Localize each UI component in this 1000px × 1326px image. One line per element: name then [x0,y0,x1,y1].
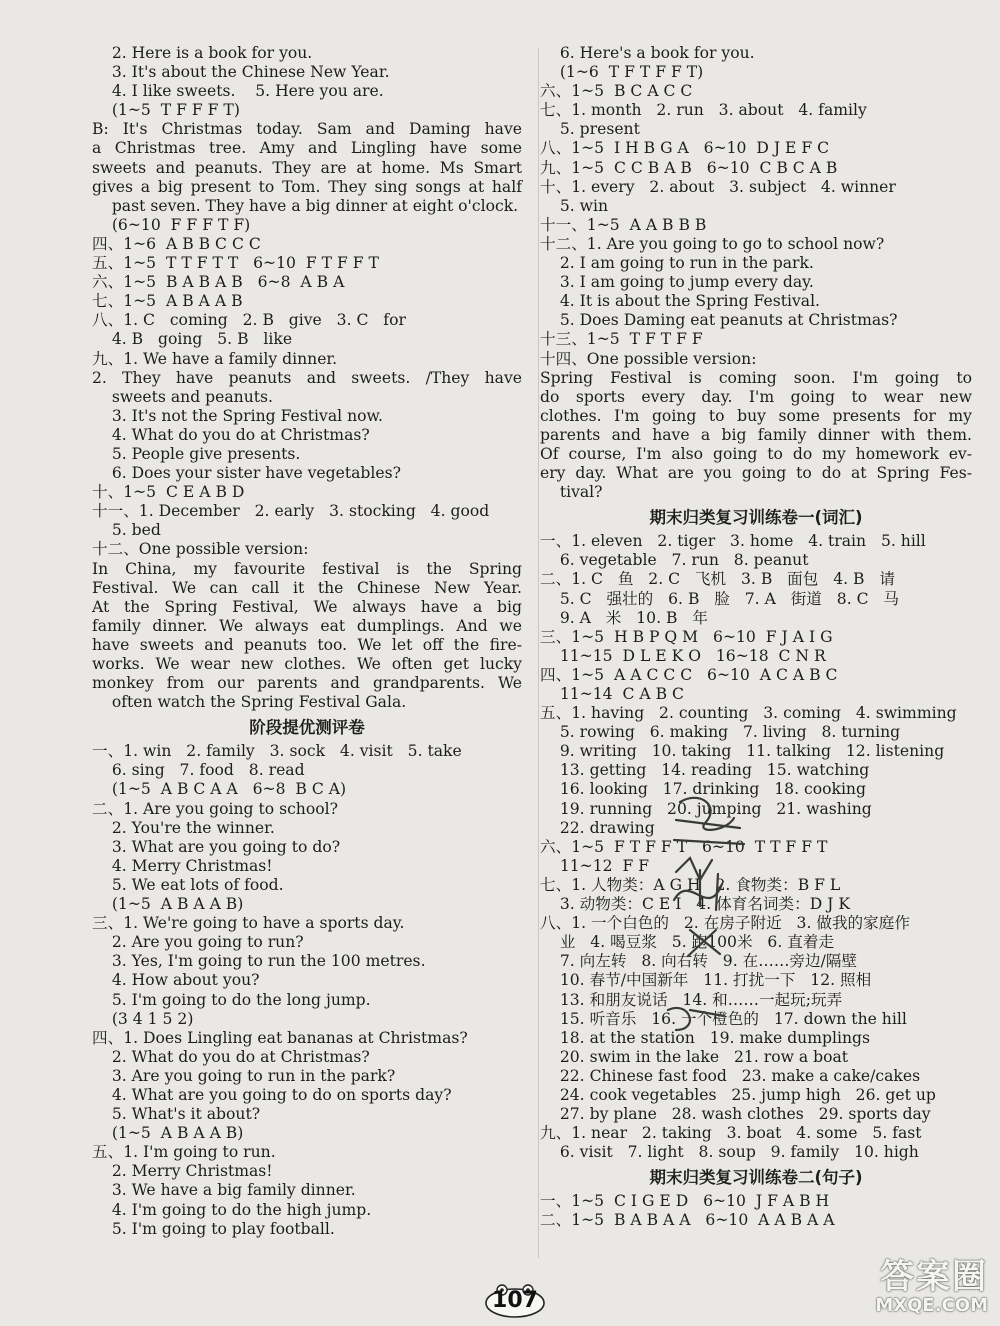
column-divider [538,48,539,1258]
answer-line: 七、1~5 A B A A B [92,292,243,311]
answer-line: 八、1~5 I H B G A 6~10 D J E F C [540,139,830,158]
answer-line: 27. by plane 28. wash clothes 29. sports day [540,1105,931,1124]
answer-line: 八、1. C coming 2. B give 3. C for [92,311,406,330]
answer-line: 3. Yes, I'm going to run the 100 metres. [92,952,426,971]
section-heading: 期末归类复习训练卷一(词汇) [649,508,863,528]
answer-line: 二、1. C 鱼 2. C 飞机 3. B 面包 4. B 请 [540,570,895,589]
answer-line: (3 4 1 5 2) [92,1009,194,1028]
answer-line: have sweets and peanuts too. We let off the fire- [92,635,522,654]
answer-line: 2. I am going to run in the park. [540,254,814,273]
answer-line: clothes. I'm going to buy some presents for my [540,406,972,425]
answer-line: (1~6 T F T F F T) [540,63,704,82]
answer-line: do sports every day. I'm going to wear new [540,387,972,406]
answer-line: 4. B going 5. B like [92,330,293,349]
answer-line: 3. 动物类：C E I 4. 体育名词类：D J K [540,895,851,914]
answer-line: gives a big present to Tom. They sing songs at half [92,177,522,196]
answer-line: 九、1. We have a family dinner. [92,349,338,368]
answer-line: 7. 向左转 8. 向右转 9. 在……旁边/隔壁 [540,952,858,971]
answer-line: tival? [540,483,603,502]
answer-line: 4. What do you do at Christmas? [92,425,370,444]
answer-line: 5. Does Daming eat peanuts at Christmas? [540,311,898,330]
answer-line: 20. swim in the lake 21. row a boat [540,1047,849,1066]
answer-line: 11~12 F F [540,856,650,875]
watermark [818,1258,988,1318]
answer-line: 5. rowing 6. making 7. living 8. turning [540,723,901,742]
answer-line: 4. How about you? [92,971,260,990]
answer-line: 2. Here is a book for you. [92,44,313,62]
answer-line: 2. You're the winner. [92,818,275,837]
answer-line: 十二、1. Are you going to go to school now? [540,234,885,253]
answer-line: 5. present [540,120,640,139]
answer-line: 十、1. every 2. about 3. subject 4. winner [540,177,896,196]
answer-line: 13. 和朋友说话 14. 和……一起玩;玩弄 [540,990,843,1009]
answer-line: Festival. We can call it the Chinese New Year. [92,578,522,597]
answer-line: 22. Chinese fast food 23. make a cake/cakes [540,1066,921,1085]
answer-line: (6~10 F F F T F) [92,215,251,234]
answer-line: parents and have a big family dinner with them. [540,425,972,444]
answer-line: 4. It is about the Spring Festival. [540,292,821,311]
answer-line: Of course, I'm also going to do my homework ev- [540,444,972,463]
answer-line: 18. at the station 19. make dumplings [540,1028,870,1047]
answer-line: 九、1. near 2. taking 3. boat 4. some 5. fast [540,1124,922,1143]
answer-line: 一、1. eleven 2. tiger 3. home 4. train 5. hill [540,532,926,551]
answer-line: 八、1. 一个白色的 2. 在房子附近 3. 做我的家庭作 [540,914,910,933]
answer-line: monkey from our parents and grandparents. We [92,674,522,693]
answer-line: 2. Merry Christmas! [92,1162,273,1181]
answer-line: 9. A 米 10. B 年 [540,608,708,627]
answer-line: 六、1~5 B C A C C [540,82,693,101]
answer-line: family dinner. We always eat dumplings. And we [92,616,522,635]
answer-line: (1~5 T F F F T) [92,101,240,120]
answer-line: 19. running 20. jumping 21. washing [540,799,872,818]
page-number [484,1284,546,1318]
answer-line: 四、1~5 A A C C C 6~10 A C A B C [540,665,838,684]
answer-line: 15. 听音乐 16. 一个橙色的 17. down the hill [540,1009,907,1028]
answer-line: 十二、One possible version: [92,540,309,559]
answer-line: 六、1~5 B A B A B 6~8 A B A [92,273,345,292]
answer-line: 10. 春节/中国新年 11. 打扰一下 12. 照相 [540,971,872,990]
answer-line: 5. bed [92,521,161,540]
right-column [540,44,972,1231]
answer-line: B: It's Christmas today. Sam and Daming have [92,120,522,139]
answer-line: Spring Festival is coming soon. I'm going to [540,368,972,387]
answer-line: 四、1~6 A B B C C C [92,234,261,253]
answer-line: 4. I like sweets. 5. Here you are. [92,82,384,101]
answer-line: 十四、One possible version: [540,349,757,368]
watermark-logo: 答案圈 [880,1257,988,1297]
answer-line: often watch the Spring Festival Gala. [92,693,407,712]
answer-line: 二、1. Are you going to school? [92,799,338,818]
answer-line: 2. Are you going to run? [92,933,304,952]
answer-line: 16. looking 17. drinking 18. cooking [540,780,866,799]
answer-line: 5. What's it about? [92,1105,261,1124]
answer-line: 4. Merry Christmas! [92,856,273,875]
answer-line: 五、1. I'm going to run. [92,1143,276,1162]
answer-line: (1~5 A B C A A 6~8 B C A) [92,780,347,799]
answer-line: 三、1~5 H B P Q M 6~10 F J A I G [540,627,833,646]
answer-line: 五、1~5 T T F T T 6~10 F T F F T [92,254,379,273]
answer-line: 5. People give presents. [92,444,301,463]
answer-line: 2. What do you do at Christmas? [92,1047,370,1066]
section-heading: 期末归类复习训练卷二(句子) [649,1168,863,1188]
answer-line: 九、1~5 C C B A B 6~10 C B C A B [540,158,838,177]
answer-line: 十三、1~5 T F T F F [540,330,703,349]
answer-line: 五、1. having 2. counting 3. coming 4. swimming [540,704,957,723]
watermark-url: MXQE.COM [875,1295,988,1316]
answer-line: 6. vegetable 7. run 8. peanut [540,551,809,570]
answer-line: ery day. What are you going to do at Spring Fes- [540,464,972,483]
answer-line: past seven. They have a big dinner at eight o'clock. [92,196,519,215]
answer-line: 5. I'm going to play football. [92,1219,335,1238]
answer-line: 5. win [540,196,609,215]
answer-line: 3. What are you going to do? [92,837,341,856]
answer-line: (1~5 A B A A B) [92,895,244,914]
answer-line: 4. I'm going to do the high jump. [92,1200,372,1219]
answer-line: 11~15 D L E K O 16~18 C N R [540,646,826,665]
answer-line: 3. It's about the Chinese New Year. [92,63,390,82]
answer-line: 十一、1. December 2. early 3. stocking 4. good [92,502,490,521]
answer-line: 6. Does your sister have vegetables? [92,464,401,483]
answer-line: 业 4. 喝豆浆 5. 跑100米 6. 直着走 [540,933,835,952]
answer-line: (1~5 A B A A B) [92,1124,244,1143]
answer-line: At the Spring Festival, We always have a big [92,597,522,616]
answer-line: works. We wear new clothes. We often get lucky [92,655,522,673]
answer-line: In China, my favourite festival is the Spring [92,559,522,578]
answer-line: 22. drawing [540,818,655,837]
answer-line: 十、1~5 C E A B D [92,483,245,502]
answer-line: 四、1. Does Lingling eat bananas at Christmas? [92,1028,468,1047]
answer-line: 一、1~5 C I G E D 6~10 J F A B H [540,1192,830,1211]
answer-line: 3. Are you going to run in the park? [92,1066,396,1085]
answer-line: 6. Here's a book for you. [540,44,755,62]
answer-line: 七、1. 人物类：A G H 2. 食物类：B F L [540,875,841,894]
answer-line: 9. writing 10. taking 11. talking 12. listening [540,742,945,761]
answer-line: 5. We eat lots of food. [92,875,284,894]
answer-line: 11~14 C A B C [540,685,684,703]
answer-line: 七、1. month 2. run 3. about 4. family [540,101,867,120]
answer-line: 6. sing 7. food 8. read [92,761,305,780]
answer-line: 5. I'm going to do the long jump. [92,990,371,1009]
answer-line: 3. I am going to jump every day. [540,273,814,292]
answer-line: a Christmas tree. Amy and Lingling have some [92,139,522,158]
answer-line: sweets and peanuts. [92,387,273,406]
answer-line: 2. They have peanuts and sweets. /They have [92,368,522,387]
answer-line: 十一、1~5 A A B B B [540,215,707,234]
answer-line: 5. C 强壮的 6. B 脸 7. A 街道 8. C 马 [540,589,899,608]
answer-line: 6. visit 7. light 8. soup 9. family 10. high [540,1143,919,1162]
page-number-text: 107 [492,1288,538,1313]
answer-line: 13. getting 14. reading 15. watching [540,761,870,780]
answer-line: 4. What are you going to do on sports day? [92,1085,452,1104]
section-heading: 阶段提优测评卷 [249,718,365,738]
left-column [92,44,522,1239]
answer-line: 3. We have a big family dinner. [92,1181,356,1200]
answer-line: 一、1. win 2. family 3. sock 4. visit 5. take [92,742,462,761]
answer-line: 三、1. We're going to have a sports day. [92,914,405,933]
answer-line: sweets and peanuts. They are at home. Ms Smart [92,158,522,177]
answer-line: 3. It's not the Spring Festival now. [92,406,383,425]
answer-line: 24. cook vegetables 25. jump high 26. get up [540,1085,936,1104]
answer-line: 二、1~5 B A B A A 6~10 A A B A A [540,1211,835,1230]
answer-line: 六、1~5 F T F F T 6~10 T T F F T [540,837,828,856]
